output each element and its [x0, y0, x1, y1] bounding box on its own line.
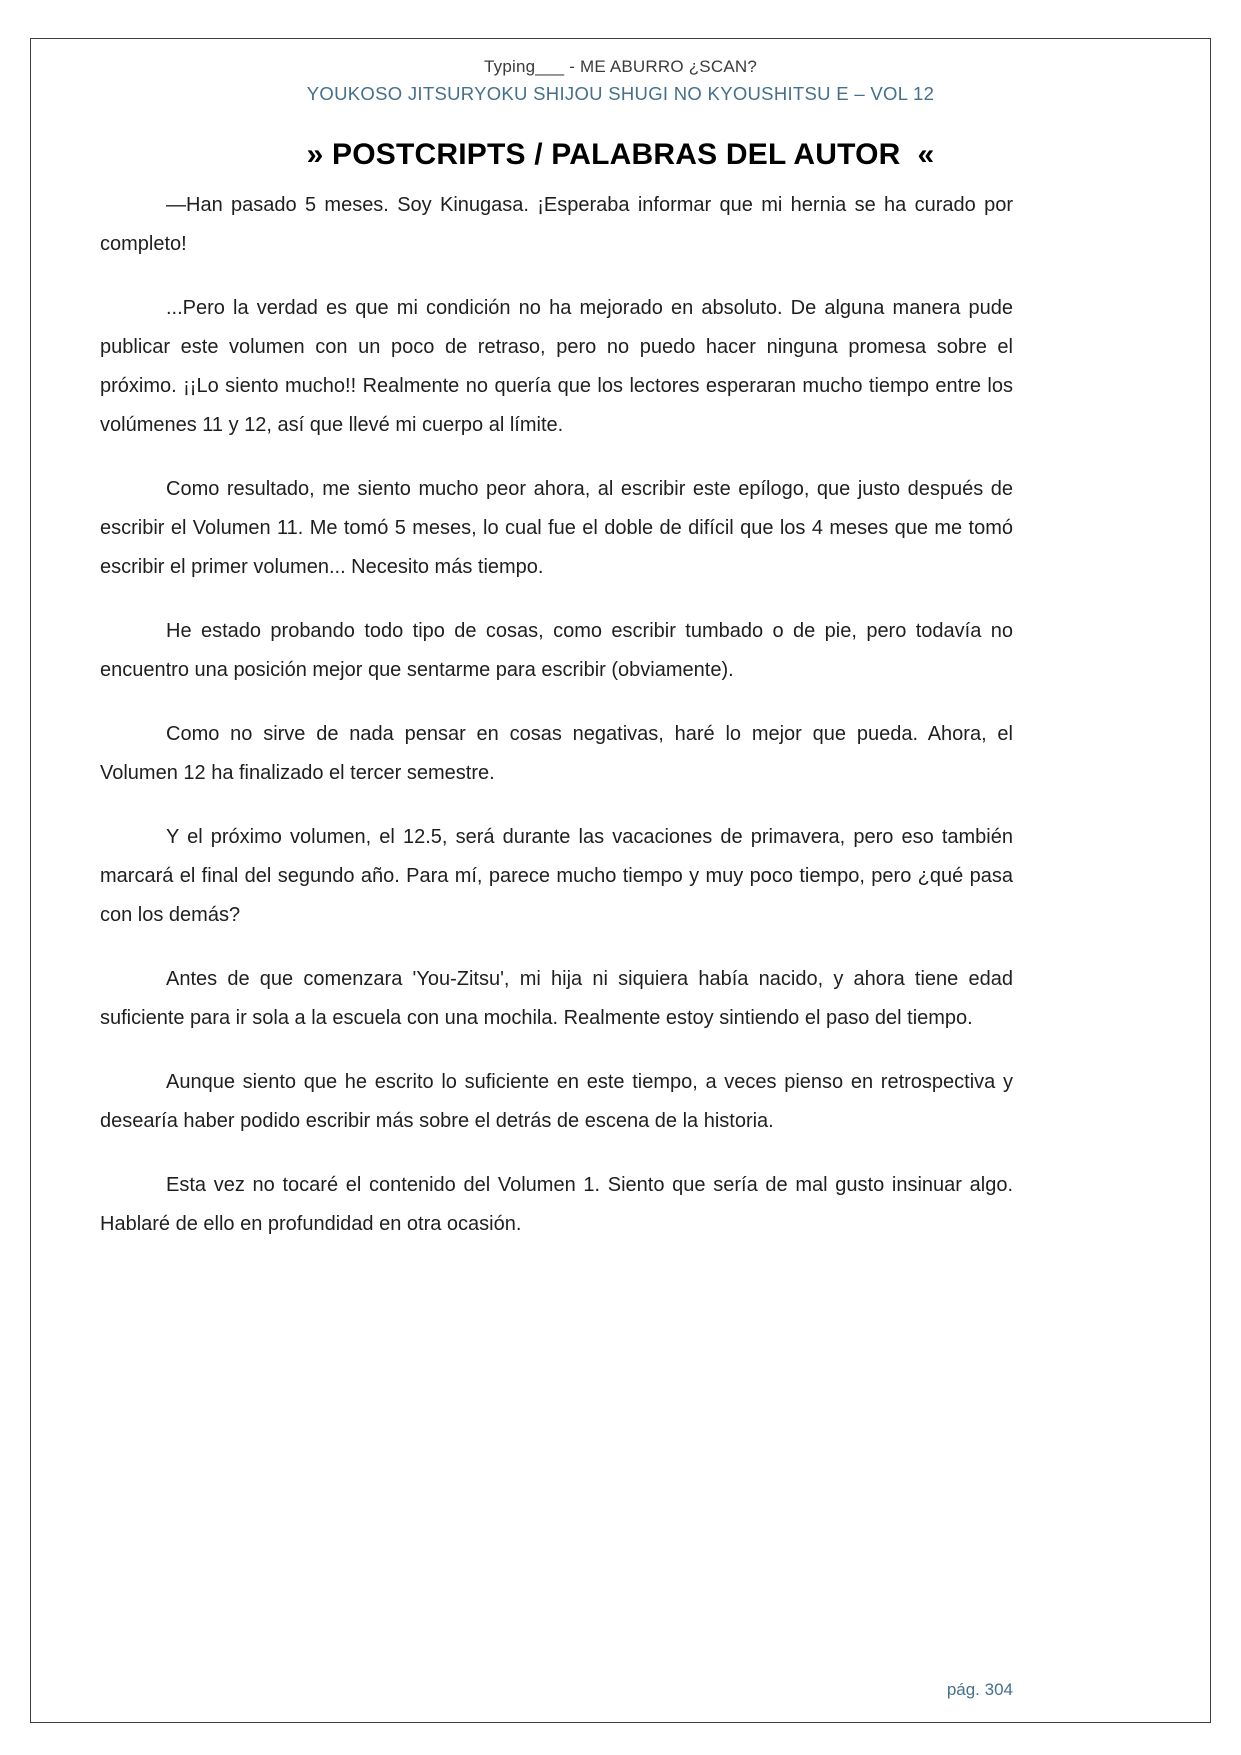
paragraph: Antes de que comenzara 'You-Zitsu', mi hija ni siquiera había nacido, y ahora tiene edad suficiente para ir sola a la escuela con una mochila. Realmente estoy sintiendo el paso del tiempo.	[100, 968, 1013, 1029]
page-number: pág. 304	[946, 1680, 1013, 1699]
paragraph: He estado probando todo tipo de cosas, como escribir tumbado o de pie, pero todavía no encuentro una posición mejor que sentarme para escribir (obviamente).	[100, 620, 1013, 681]
page-content	[30, 38, 1211, 1723]
paragraph: —Han pasado 5 meses. Soy Kinugasa. ¡Esperaba informar que mi hernia se ha curado por completo!	[100, 194, 1013, 255]
paragraph: Como no sirve de nada pensar en cosas negativas, haré lo mejor que pueda. Ahora, el Volumen 12 ha finalizado el tercer semestre.	[100, 723, 1013, 784]
page-header	[100, 54, 1141, 108]
body-text	[100, 186, 1013, 1244]
scan-credit-line: Typing___ - ME ABURRO ¿SCAN?	[484, 57, 757, 76]
book-title-line: YOUKOSO JITSURYOKU SHIJOU SHUGI NO KYOUSHITSU E – VOL 12	[306, 83, 935, 104]
paragraph: ...Pero la verdad es que mi condición no ha mejorado en absoluto. De alguna manera pude publicar este volumen con un poco de retraso, pero no puedo hacer ninguna promesa sobre el próximo. ¡¡Lo siento mucho!! Realmente no quería que los lectores esperaran mucho tiempo entre los volúmenes 11 y 12, así que llevé mi cuerpo al límite.	[100, 297, 1013, 436]
paragraph: Y el próximo volumen, el 12.5, será durante las vacaciones de primavera, pero eso también marcará el final del segundo año. Para mí, parece mucho tiempo y muy poco tiempo, pero ¿qué pasa con los demás?	[100, 826, 1013, 926]
paragraph: Aunque siento que he escrito lo suficiente en este tiempo, a veces pienso en retrospectiva y desearía haber podido escribir más sobre el detrás de escena de la historia.	[100, 1071, 1013, 1132]
paragraph: Esta vez no tocaré el contenido del Volumen 1. Siento que sería de mal gusto insinuar algo. Hablaré de ello en profundidad en otra ocasión.	[100, 1174, 1013, 1235]
paragraph: Como resultado, me siento mucho peor ahora, al escribir este epílogo, que justo después de escribir el Volumen 11. Me tomó 5 meses, lo cual fue el doble de difícil que los 4 meses que me tomó escribir el primer volumen... Necesito más tiempo.	[100, 478, 1013, 578]
section-title: » POSTCRIPTS / PALABRAS DEL AUTOR «	[306, 138, 935, 171]
